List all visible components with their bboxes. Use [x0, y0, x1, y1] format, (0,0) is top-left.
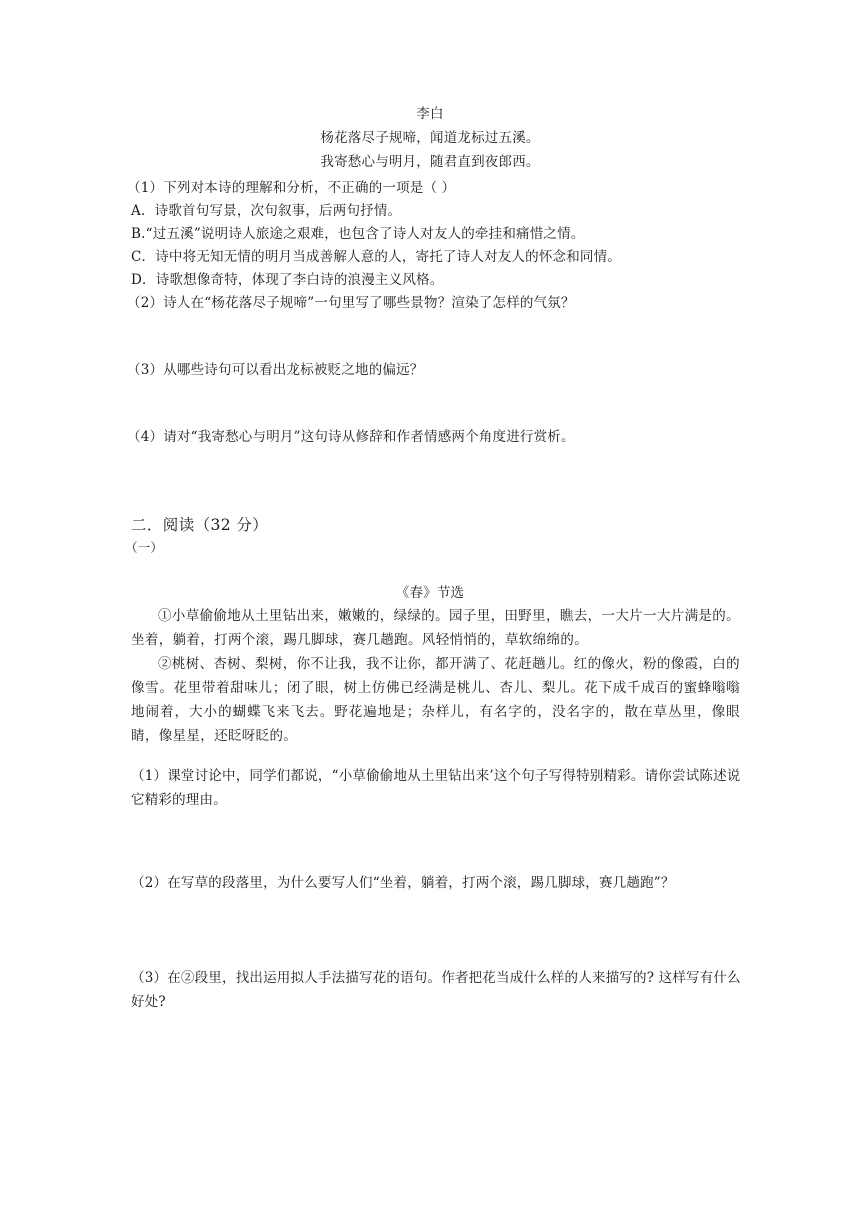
- passage-question-2: （2）在写草的段落里，为什么要写人们“坐着，躺着，打两个滚，踢几脚球，赛几趟跑”？: [131, 875, 675, 891]
- poem-option-a: A．诗歌首句写景，次句叙事，后两句抒情。: [131, 203, 402, 219]
- poem-line-1: 杨花落尽子规啼，闻道龙标过五溪。: [320, 130, 540, 146]
- poem-question-3: （3）从哪些诗句可以看出龙标被贬之地的偏远？: [127, 362, 424, 378]
- poem-question-1: （1）下列对本诗的理解和分析，不正确的一项是（ ）: [127, 180, 456, 196]
- poem-question-2: （2）诗人在“杨花落尽子规啼”一句里写了哪些景物？渲染了怎样的气氛？: [127, 295, 575, 311]
- poem-option-d: D．诗歌想像奇特，体现了李白诗的浪漫主义风格。: [131, 272, 444, 288]
- poem-author: 李白: [416, 106, 444, 122]
- passage-title: 《春》节选: [395, 585, 465, 601]
- poem-option-b: B.“过五溪”说明诗人旅途之艰难，也包含了诗人对友人的牵挂和痛惜之情。: [131, 226, 585, 242]
- poem-question-4: （4）请对“我寄愁心与明月”这句诗从修辞和作者情感两个角度进行赏析。: [127, 429, 575, 445]
- passage-paragraph-1: ①小草偷偷地从土里钻出来，嫩嫩的，绿绿的。园子里，田野里，瞧去，一大片一大片满是的。坐着，躺着，打两个滚，踢几脚球，赛几趟跑。风轻悄悄的，草软绵绵的。: [131, 608, 740, 648]
- passage-paragraph-2: ②桃树、杏树、梨树，你不让我，我不让你，都开满了、花赶趟儿。红的像火，粉的像霞，白的像雪。花里带着甜味儿；闭了眼，树上仿佛已经满是桃儿、杏儿、梨儿。花下成千成百的蜜蜂嗡嗡地闹着，大小的蝴蝶飞来飞去。野花遍地是；杂样儿，有名字的，没名字的，散在草丛里，像眼睛，像星星，还眨呀眨的。: [131, 656, 740, 744]
- poem-line-2: 我寄愁心与明月，随君直到夜郎西。: [320, 154, 540, 170]
- poem-option-c: C．诗中将无知无情的明月当成善解人意的人，寄托了诗人对友人的怀念和同情。: [131, 249, 622, 265]
- passage-question-3: （3）在②段里，找出运用拟人手法描写花的语句。作者把花当成什么样的人来描写的? 这样写有什么好处?: [131, 970, 741, 1010]
- section-heading: 二．阅读（32 分）: [131, 516, 269, 534]
- section-part-label: （一）: [125, 540, 164, 555]
- passage-question-1: （1）课堂讨论中，同学们都说，“小草偷偷地从土里钻出来’这个句子写得特别精彩。请你尝试陈述说它精彩的理由。: [131, 768, 741, 808]
